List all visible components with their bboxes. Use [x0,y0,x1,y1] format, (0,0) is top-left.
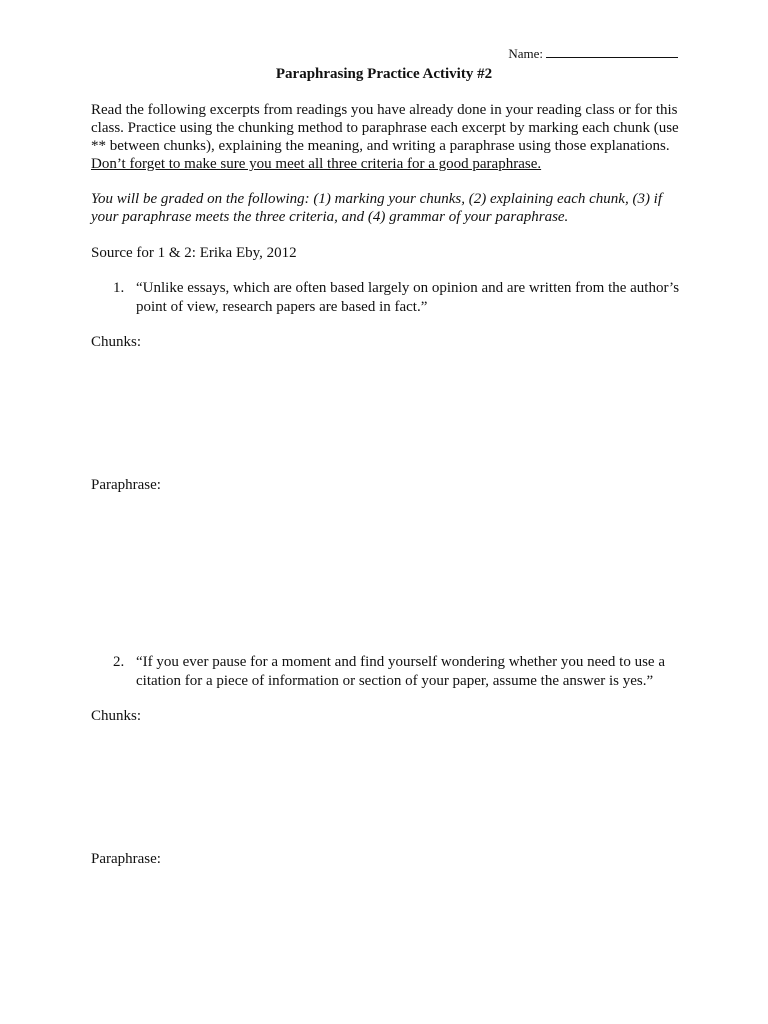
instructions-text: Read the following excerpts from readings you have already done in your reading class or for this class. Practice using the chunking method to paraphrase each excerpt by marking each chunk (use ** between chunks), explaining the meaning, and writing a paraphrase using those explanations. [91,102,679,154]
excerpt-quote: “If you ever pause for a moment and find yourself wondering whether you need to use a citation for a piece of information or section of your paper, assume the answer is yes.” [136,654,665,689]
page-title: Paraphrasing Practice Activity #2 [275,66,493,82]
chunks-label-1: Chunks: [91,334,142,350]
excerpt-item-2 [113,653,693,691]
source-line: Source for 1 & 2: Erika Eby, 2012 [91,245,297,261]
excerpt-quote: “Unlike essays, which are often based largely on opinion and are written from the author’s point of view, research papers are based in fact.” [136,280,680,315]
chunks-label-2: Chunks: [91,708,142,724]
grading-criteria: You will be graded on the following: (1) marking your chunks, (2) explaining each chunk, (3) if your paraphrase meets the three criteria, and (4) grammar of your paraphrase. [91,191,663,225]
paraphrase-label-2: Paraphrase: [91,851,161,867]
name-field [508,45,678,62]
instructions-underlined: Don’t forget to make sure you meet all three criteria for a good paraphrase. [91,156,542,172]
instructions-paragraph [91,101,691,173]
name-label: Name: [508,46,543,61]
item-number: 2. [113,654,125,670]
paraphrase-label-1: Paraphrase: [91,477,161,493]
excerpt-item-1 [113,279,693,317]
item-number: 1. [113,280,125,296]
name-blank-line [546,45,678,58]
